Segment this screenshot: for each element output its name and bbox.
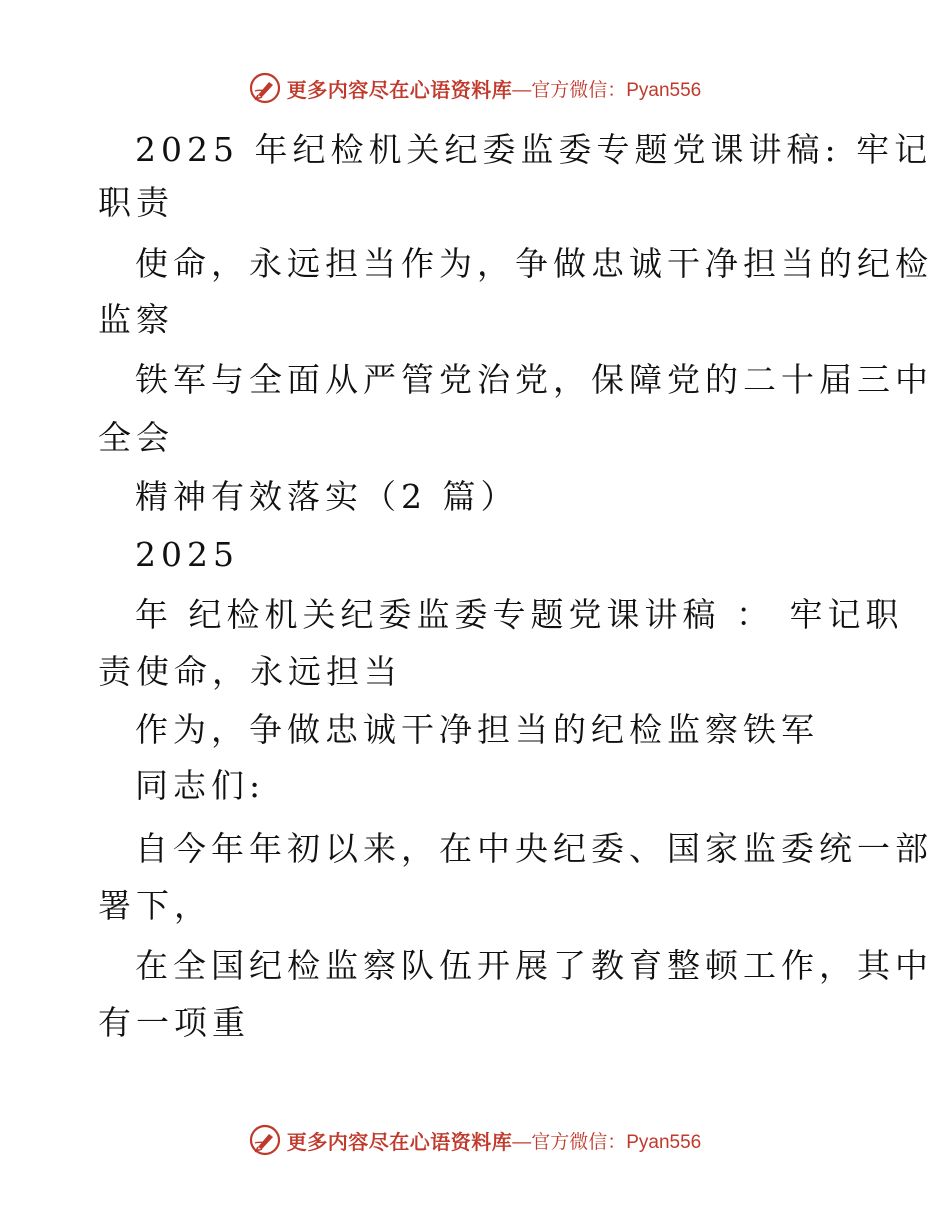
- watermark-main-text: 更多内容尽在心语资料库: [286, 1129, 513, 1154]
- pen-logo-icon: [249, 1124, 281, 1156]
- text-line: 责使命，永远担当: [98, 652, 402, 691]
- text-line: 自今年年初以来，在中央纪委、国家监委统一部: [135, 829, 933, 868]
- text-line: 铁军与全面从严管党治党，保障党的二十届三中: [135, 360, 933, 399]
- text-line: 使命，永远担当作为，争做忠诚干净担当的纪检: [135, 244, 933, 283]
- watermark-contact-text: —官方微信：Pyan556: [512, 79, 702, 101]
- text-line: 有一项重: [98, 1003, 250, 1042]
- text-line: 全会: [98, 418, 174, 457]
- text-line: 作为，争做忠诚干净担当的纪检监察铁军: [135, 710, 819, 749]
- text-line: 在全国纪检监察队伍开展了教育整顿工作，其中: [135, 946, 933, 985]
- header-watermark: [0, 68, 950, 108]
- text-line: 职责: [98, 183, 174, 222]
- text-line: 精神有效落实（2 篇）: [135, 477, 519, 516]
- watermark-contact-text: —官方微信：Pyan556: [512, 1131, 702, 1153]
- text-line: 2025 年纪检机关纪委监委专题党课讲稿: 牢记: [135, 130, 933, 169]
- watermark-main-text: 更多内容尽在心语资料库: [286, 77, 513, 102]
- text-line: 监察: [98, 300, 174, 339]
- text-line: 年 纪检机关纪委监委专题党课讲稿 ： 牢记职: [135, 595, 904, 634]
- footer-watermark: [0, 1120, 950, 1160]
- pen-logo-icon: [249, 72, 281, 104]
- text-line: 署下，: [98, 886, 212, 925]
- text-line: 2025: [135, 535, 239, 574]
- text-line: 同志们:: [135, 766, 266, 805]
